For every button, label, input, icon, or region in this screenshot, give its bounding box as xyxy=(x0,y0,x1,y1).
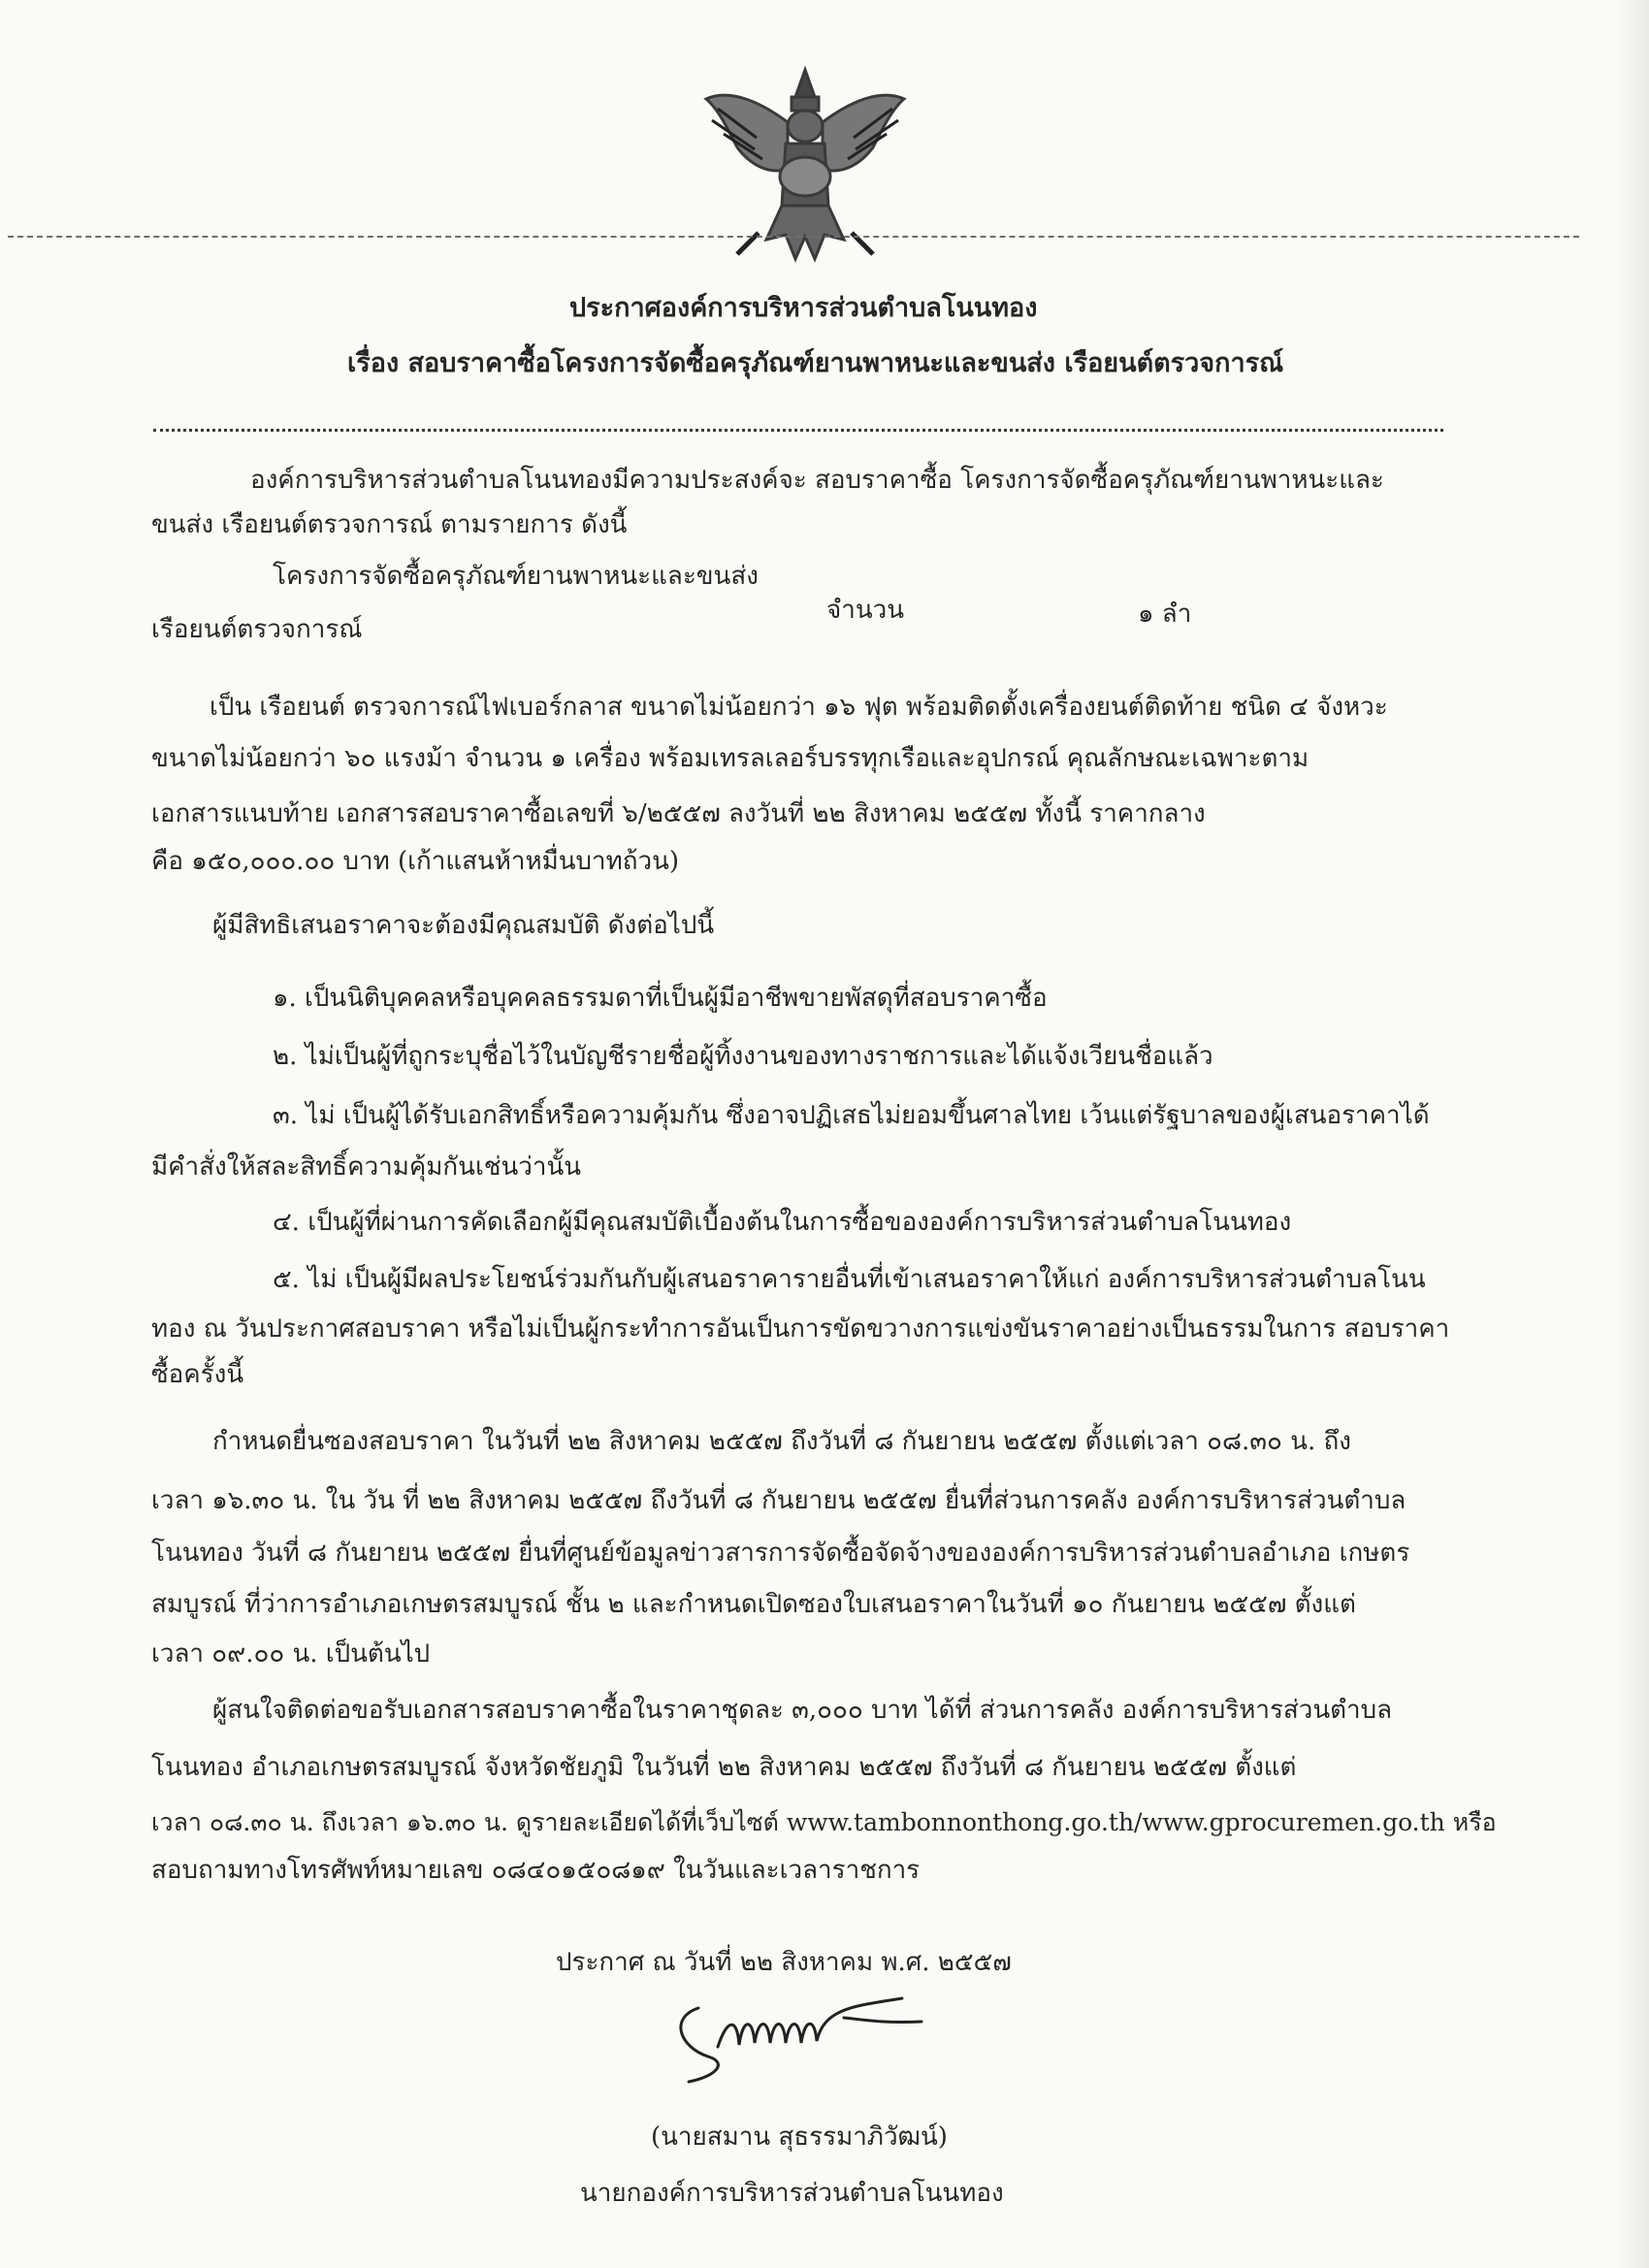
header-separator xyxy=(8,236,1579,238)
signatory-title: นายกองค์การบริหารส่วนตำบลโนนทอง xyxy=(580,2179,1004,2208)
contact-paragraph-line: โนนทอง อำเภอเกษตรสมบูรณ์ จังหวัดชัยภูมิ ในวันที่ ๒๒ สิงหาคม ๒๕๕๗ ถึงวันที่ ๘ กันยายน ๒๕๕๗ ตั้งแต่ xyxy=(151,1753,1297,1782)
qualification-item: ๔. เป็นผู้ที่ผ่านการคัดเลือกผู้มีคุณสมบัติเบื้องต้นในการซื้อขององค์การบริหารส่วนตำบลโนนทอง xyxy=(273,1208,1292,1237)
intro-paragraph-line: ขนส่ง เรือยนต์ตรวจการณ์ ตามรายการ ดังนี้ xyxy=(151,510,628,539)
signature xyxy=(660,1979,931,2095)
intro-paragraph-line: องค์การบริหารส่วนตำบลโนนทองมีความประสงค์จะ สอบราคาซื้อ โครงการจัดซื้อครุภัณฑ์ยานพาหนะและ xyxy=(250,466,1384,495)
item-name: เรือยนต์ตรวจการณ์ xyxy=(151,615,363,644)
contact-paragraph-line: ผู้สนใจติดต่อขอรับเอกสารสอบราคาซื้อในราคาชุดละ ๓,๐๐๐ บาท ได้ที่ ส่วนการคลัง องค์การบริหารส่วนตำบล xyxy=(212,1696,1393,1725)
item-name: โครงการจัดซื้อครุภัณฑ์ยานพาหนะและขนส่ง xyxy=(273,562,759,591)
schedule-paragraph-line: เวลา ๑๖.๓๐ น. ใน วัน ที่ ๒๒ สิงหาคม ๒๕๕๗ ถึงวันที่ ๘ กันยายน ๒๕๕๗ ยื่นที่ส่วนการคลัง องค์การบริหารส่วนตำบล xyxy=(151,1486,1406,1515)
spec-paragraph-line: เอกสารแนบท้าย เอกสารสอบราคาซื้อเลขที่ ๖/๒๕๕๗ ลงวันที่ ๒๒ สิงหาคม ๒๕๕๗ ทั้งนี้ ราคากลาง xyxy=(151,799,1206,828)
qualification-item: ๓. ไม่ เป็นผู้ได้รับเอกสิทธิ์หรือความคุ้มกัน ซึ่งอาจปฏิเสธไม่ยอมขึ้นศาลไทย เว้นแต่รัฐบาลของผู้เสนอราคาได้ xyxy=(273,1101,1430,1130)
spec-paragraph-line: เป็น เรือยนต์ ตรวจการณ์ไฟเบอร์กลาส ขนาดไม่น้อยกว่า ๑๖ ฟุต พร้อมติดตั้งเครื่องยนต์ติดท้าย ชนิด ๔ จังหวะ xyxy=(210,693,1388,722)
spec-paragraph-line: คือ ๑๕๐,๐๐๐.๐๐ บาท (เก้าแสนห้าหมื่นบาทถ้วน) xyxy=(151,847,680,876)
announcement-date: ประกาศ ณ วันที่ ๒๒ สิงหาคม พ.ศ. ๒๕๕๗ xyxy=(556,1948,1012,1977)
qualification-item: ซื้อครั้งนี้ xyxy=(151,1360,244,1389)
signatory-name: (นายสมาน สุธรรมาภิวัฒน์) xyxy=(651,2122,948,2152)
schedule-paragraph-line: โนนทอง วันที่ ๘ กันยายน ๒๕๕๗ ยื่นที่ศูนย์ข้อมูลข่าวสารการจัดซื้อจัดจ้างขององค์การบริหารส่วนตำบลอำเภอ เกษตร xyxy=(151,1539,1410,1568)
qualification-item: มีคำสั่งให้สละสิทธิ์ความคุ้มกันเช่นว่านั้น xyxy=(151,1152,582,1182)
dotted-divider xyxy=(153,429,1443,432)
garuda-emblem-icon xyxy=(698,60,912,274)
schedule-paragraph-line: กำหนดยื่นซองสอบราคา ในวันที่ ๒๒ สิงหาคม ๒๕๕๗ ถึงวันที่ ๘ กันยายน ๒๕๕๗ ตั้งแต่เวลา ๐๘.๓๐ น. ถึง xyxy=(212,1427,1351,1456)
schedule-paragraph-line: เวลา ๐๙.๐๐ น. เป็นต้นไป xyxy=(151,1639,431,1669)
announcement-title: ประกาศองค์การบริหารส่วนตำบลโนนทอง xyxy=(569,293,1038,323)
qualification-item: ๑. เป็นนิติบุคคลหรือบุคคลธรรมดาที่เป็นผู้มีอาชีพขายพัสดุที่สอบราคาซื้อ xyxy=(273,984,1048,1013)
contact-paragraph-line: สอบถามทางโทรศัพท์หมายเลข ๐๘๔๐๑๕๐๘๑๙ ในวันและเวลาราชการ xyxy=(151,1856,921,1885)
qualifications-heading: ผู้มีสิทธิเสนอราคาจะต้องมีคุณสมบัติ ดังต่อไปนี้ xyxy=(212,911,715,940)
contact-paragraph-line: เวลา ๐๘.๓๐ น. ถึงเวลา ๑๖.๓๐ น. ดูรายละเอียดได้ที่เว็บไซต์ www.tambonnonthong.go.th/www.gprocuremen.go.th หรือ xyxy=(151,1808,1497,1836)
page-edge-shadow xyxy=(1616,0,1649,2268)
item-quantity-value: ๑ ลำ xyxy=(1138,599,1192,629)
spec-paragraph-line: ขนาดไม่น้อยกว่า ๖๐ แรงม้า จำนวน ๑ เครื่อง พร้อมเทรลเลอร์บรรทุกเรือและอุปกรณ์ คุณลักษณะเฉพาะตาม xyxy=(151,744,1310,773)
qualification-item: ๒. ไม่เป็นผู้ที่ถูกระบุชื่อไว้ในบัญชีรายชื่อผู้ทิ้งงานของทางราชการและได้แจ้งเวียนชื่อแล้ว xyxy=(273,1042,1213,1071)
qualification-item: ๕. ไม่ เป็นผู้มีผลประโยชน์ร่วมกันกับผู้เสนอราคารายอื่นที่เข้าเสนอราคาให้แก่ องค์การบริหารส่วนตำบลโนน xyxy=(273,1265,1426,1294)
announcement-subject: เรื่อง สอบราคาซื้อโครงการจัดซื้อครุภัณฑ์ยานพาหนะและขนส่ง เรือยนต์ตรวจการณ์ xyxy=(347,348,1284,378)
qualification-item: ทอง ณ วันประกาศสอบราคา หรือไม่เป็นผู้กระทำการอันเป็นการขัดขวางการแข่งขันราคาอย่างเป็นธรรมในการ สอบราคา xyxy=(151,1314,1450,1344)
item-quantity-label: จำนวน xyxy=(826,596,904,625)
schedule-paragraph-line: สมบูรณ์ ที่ว่าการอำเภอเกษตรสมบูรณ์ ชั้น ๒ และกำหนดเปิดซองใบเสนอราคาในวันที่ ๑๐ กันยายน ๒๕๕๗ ตั้งแต่ xyxy=(151,1590,1356,1619)
